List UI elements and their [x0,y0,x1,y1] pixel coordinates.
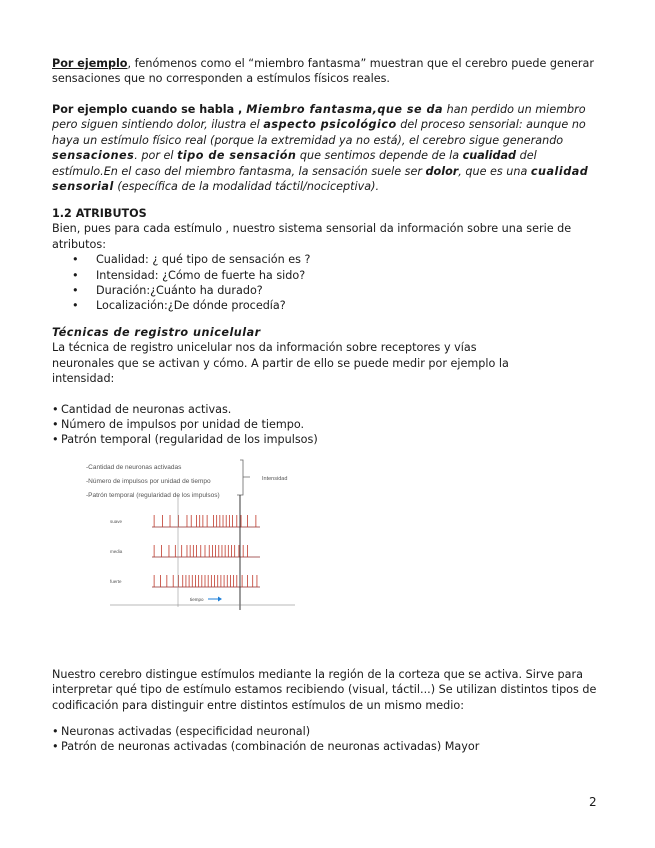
spike-train-diagram [80,455,305,615]
intensity-measures-list [52,402,600,448]
italic-text: , que es una [458,164,531,178]
row-label: media [110,549,123,554]
list-item: • Cantidad de neuronas activas. [52,402,600,417]
section-intro: La técnica de registro unicelular nos da información sobre receptores y vías neuronales que se activan y cómo. A partir de ello se puede medir por ejemplo la intensidad: [52,341,509,386]
spike-train-figure [80,455,305,615]
section-heading: Técnicas de registro unicelular [52,326,261,339]
section-intro: Bien, pues para cada estímulo , nuestro sistema sensorial da información sobre una serie de atributos: [52,222,572,251]
italic-text: del estímulo.En el caso del miembro fantasma, la sensación suele ser [52,149,537,178]
attributes-list [52,252,600,314]
bold-italic-text: tipo de sensación [177,149,297,163]
italic-text: han perdido un miembro pero siguen sintiendo dolor, ilustra el [52,103,586,132]
row-label: suave [110,519,123,524]
italic-text: . por el [134,149,178,163]
section-heading: 1.2 ATRIBUTOS [52,207,147,220]
emphasis-lead: Por ejemplo [52,57,128,70]
italic-text: (específica de la modalidad táctil/nociceptiva). [113,180,380,194]
bracket-label: Intensidad [262,476,288,482]
bold-italic-text: sensaciones [52,149,135,163]
bold-text: Por ejemplo cuando se habla , [52,103,247,116]
paragraph-codificacion: Nuestro cerebro distingue estímulos mediante la región de la corteza que se activa. Sirve para interpretar qué tipo de estímulo estamos recibiendo (visual, táctil...) Se utilizan distintos tipos de codificación para distinguir entre distintos estímulos de un mismo medio: [52,668,597,712]
italic-text: del proceso sensorial: aunque no haya un estímulo físico real (porque la extremidad ya no está), el cerebro sigue generando [52,118,586,147]
list-item: • Localización:¿De dónde procedía? [52,298,600,313]
paragraph-phantom-limb-detail [52,102,600,194]
paragraph-phantom-limb-intro [52,56,600,87]
figure-label: -Patrón temporal (regularidad de los impulsos) [86,492,220,499]
bold-italic-text: dolor [425,164,459,178]
codificacion-list-wrap [52,724,600,755]
section-registro-unicelular [52,325,600,448]
bracket [237,460,250,495]
bold-italic-text: Miembro fantasma,que se da [246,103,444,116]
list-item: • Intensidad: ¿Cómo de fuerte ha sido? [52,268,600,283]
list-item: • Patrón de neuronas activadas (combinación de neuronas activadas) Mayor [52,739,600,754]
bold-italic-text: cualidad sensorial [52,164,589,194]
list-item: • Número de impulsos por unidad de tiempo. [52,417,600,432]
section-attributes [52,206,600,314]
bold-italic-text: cualidad [462,149,517,163]
row-label: fuerte [110,579,122,584]
page-number: 2 [589,795,597,809]
paragraph-text: , fenómenos como el “miembro fantasma” muestran que el cerebro puede generar sensaciones que no corresponden a estímulos físicos reales. [52,57,594,86]
axis-label: tiempo [190,597,204,602]
list-item: • Cualidad: ¿ qué tipo de sensación es ? [52,252,600,267]
time-arrow-icon [208,597,222,602]
list-item: • Duración:¿Cuánto ha durado? [52,283,600,298]
bold-italic-text: aspecto psicológico [263,118,397,132]
figure-label: -Cantidad de neuronas activadas [86,464,182,471]
figure-label: -Número de impulsos por unidad de tiempo [86,478,211,485]
list-item: • Neuronas activadas (especificidad neuronal) [52,724,600,739]
italic-text: que sentimos depende de la [296,149,463,163]
codificacion-list [52,724,600,755]
list-item: • Patrón temporal (regularidad de los impulsos) [52,432,600,447]
